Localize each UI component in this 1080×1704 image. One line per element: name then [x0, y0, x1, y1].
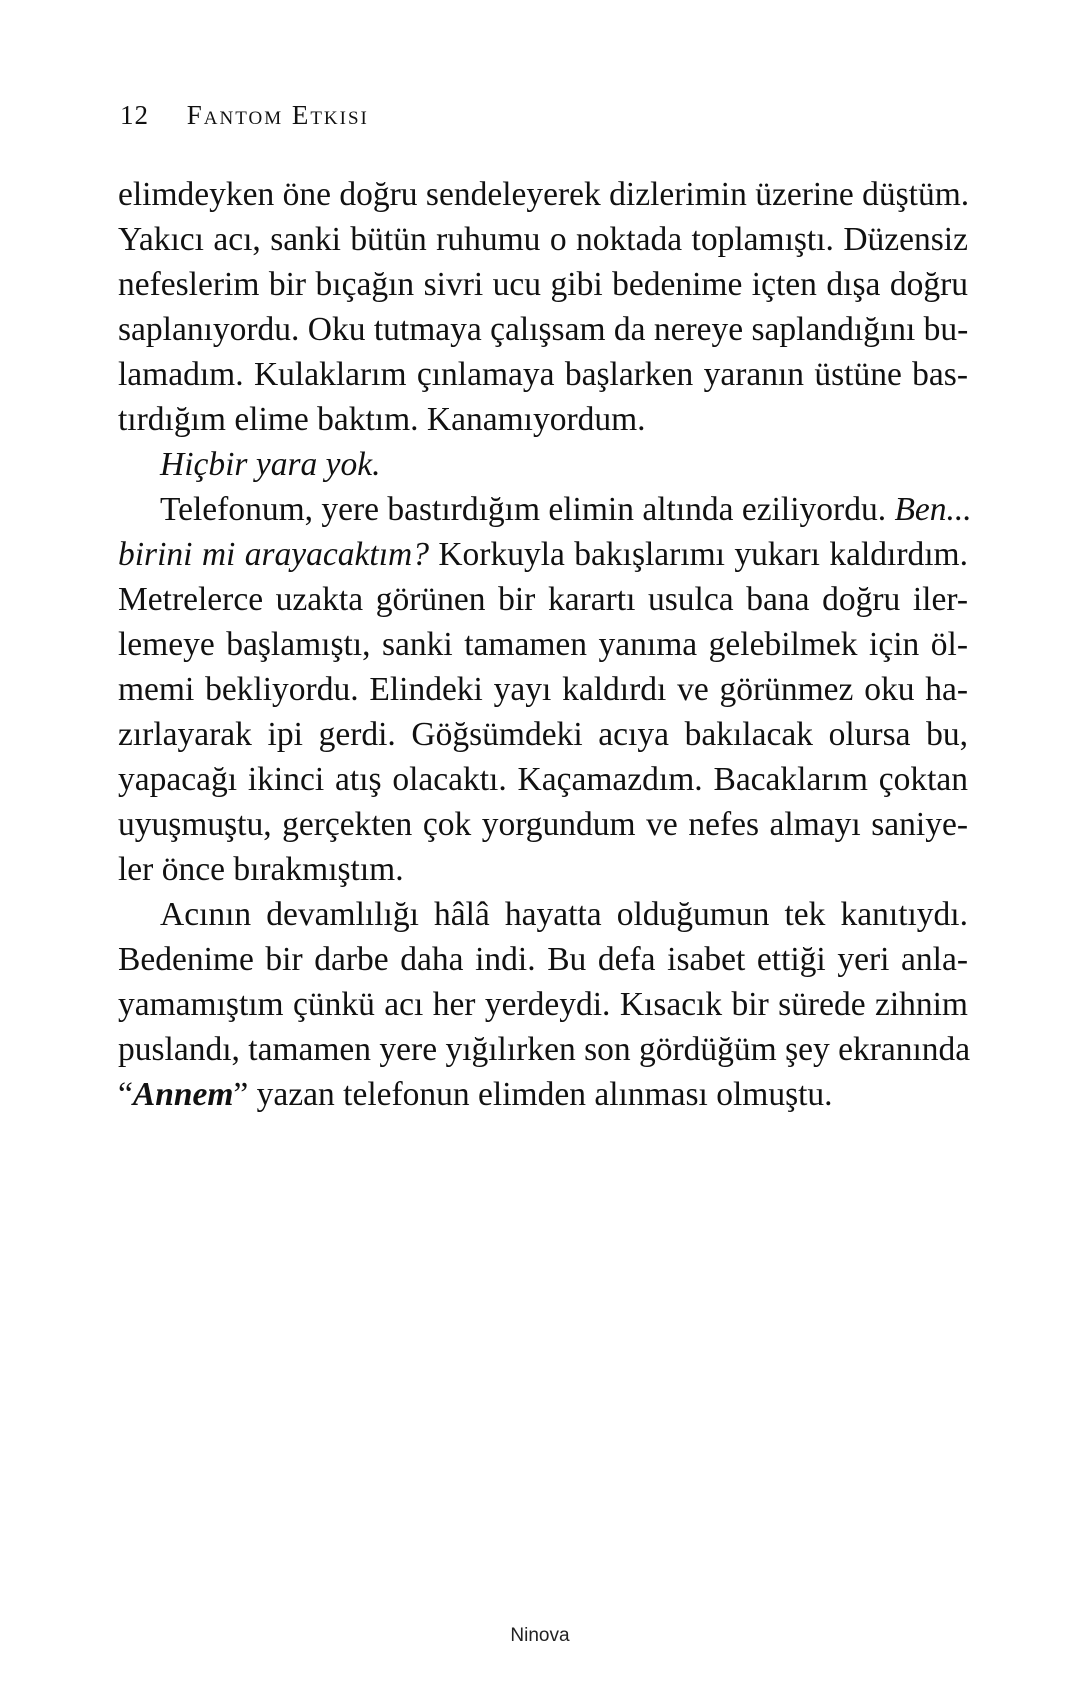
text-line: Yakıcı acı, sanki bütün ruhumu o noktada toplamıştı. Düzensiz	[118, 221, 968, 258]
text-line: Acının devamlılığı hâlâ hayatta olduğumun tek kanıtıydı.	[160, 896, 968, 933]
text-line: saplanıyordu. Oku tutmaya çalışsam da nereye saplandığını bu-	[118, 311, 969, 348]
text-line: puslandı, tamamen yere yığılırken son gördüğüm şey ekranında	[118, 1031, 971, 1068]
text-line: yamamıştım çünkü acı her yerdeydi. Kısacık bir sürede zihnim	[118, 986, 968, 1023]
quote-open: “	[118, 1076, 133, 1113]
text-run: Telefonum, yere bastırdığım elimin altında eziliyordu.	[160, 491, 895, 528]
text-run: Korkuyla bakışlarımı yukarı kaldırdım.	[428, 536, 968, 573]
text-line: tırdığım elime baktım. Kanamıyordum.	[118, 401, 646, 438]
text-line: Metrelerce uzakta görünen bir karartı usulca bana doğru iler-	[118, 581, 968, 618]
italic-run: birini mi arayacaktım?	[118, 536, 429, 573]
page-number: 12	[120, 100, 149, 130]
text-line	[118, 1072, 968, 1117]
text-line: uyuşmuştu, gerçekten çok yorgundum ve nefes almayı saniye-	[118, 806, 968, 843]
text-run: yazan telefonun elimden alınması olmuştu.	[248, 1076, 833, 1113]
quote-close: ”	[233, 1076, 249, 1113]
text-line	[118, 487, 972, 532]
book-title: Fantom Etkisi	[186, 100, 369, 130]
body-text	[118, 172, 972, 1117]
text-line: Bedenime bir darbe daha indi. Bu defa isabet ettiği yeri anla-	[118, 941, 968, 978]
text-line: elimdeyken öne doğru sendeleyerek dizlerimin üzerine düştüm.	[118, 176, 970, 213]
text-line: lemeye başlamıştı, sanki tamamen yanıma gelebilmek için öl-	[118, 626, 968, 663]
text-line: yapacağı ikinci atış olacaktı. Kaçamazdım. Bacaklarım çoktan	[118, 761, 968, 798]
running-head	[120, 100, 369, 131]
text-line: zırlayarak ipi gerdi. Göğsümdeki acıya bakılacak olursa bu,	[118, 716, 968, 753]
italic-run: Ben...	[894, 491, 972, 528]
text-line	[118, 532, 968, 577]
text-line: memi bekliyordu. Elindeki yayı kaldırdı ve görünmez oku ha-	[118, 671, 968, 708]
publisher-footer: Ninova	[510, 1625, 570, 1646]
text-line: lamadım. Kulaklarım çınlamaya başlarken yaranın üstüne bas-	[118, 356, 968, 393]
text-line: ler önce bırakmıştım.	[118, 851, 404, 888]
quoted-name: Annem	[132, 1076, 234, 1113]
text-line: nefeslerim bir bıçağın sivri ucu gibi bedenime içten dışa doğru	[118, 266, 968, 303]
italic-thought: Hiçbir yara yok.	[160, 446, 381, 483]
text-line-italic	[118, 442, 968, 487]
